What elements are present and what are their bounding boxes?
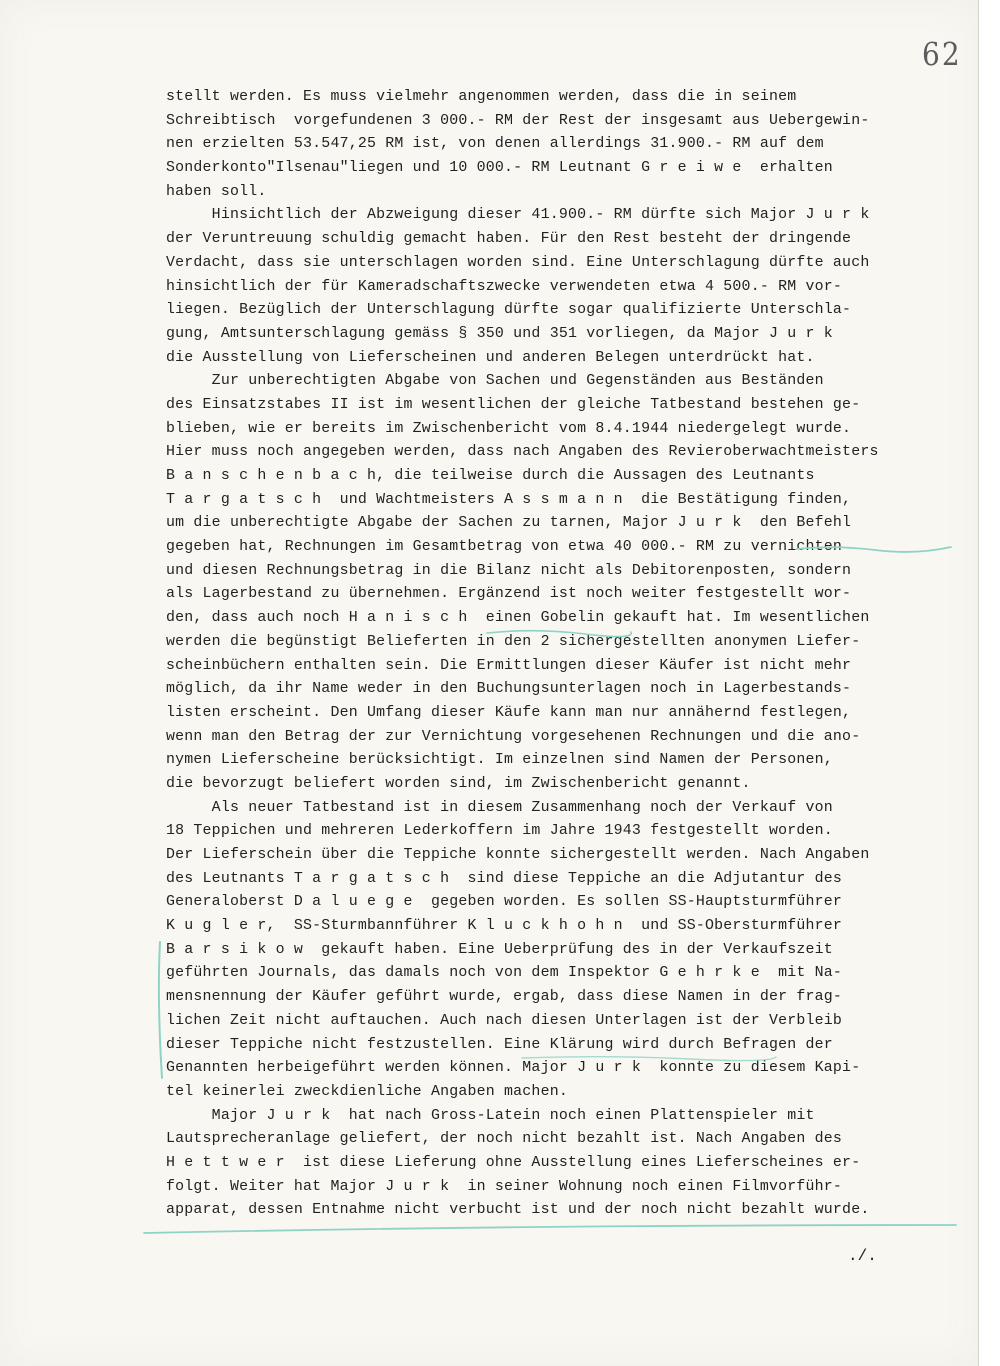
text-line: Sonderkonto"Ilsenau"liegen und 10 000.- RM Leutnant G r e i w e erhalten [166,160,833,177]
text-line: als Lagerbestand zu übernehmen. Ergänzend ist noch weiter festgestellt wor- [166,586,852,603]
text-line: dieser Teppiche nicht festzustellen. Eine Klärung wird durch Befragen der [166,1036,833,1053]
underline-annotation-3 [140,1213,960,1239]
margin-annotation-bracket [140,940,180,1080]
text-line: B a r s i k o w gekauft haben. Eine Ueberprüfung des in der Verkaufszeit [166,941,833,958]
text-line: des Einsatzstabes II ist im wesentlichen der gleiche Tatbestand bestehen ge- [166,396,861,413]
text-line: Hier muss noch angegeben werden, dass nach Angaben des Revieroberwachtmeisters [166,444,879,461]
text-line: 18 Teppichen und mehreren Lederkoffern im Jahre 1943 festgestellt worden. [166,823,833,840]
text-line: Verdacht, dass sie unterschlagen worden sind. Eine Unterschlagung dürfte auch [166,254,870,271]
text-line: mensnennung der Käufer geführt wurde, ergab, dass diese Namen in der frag- [166,989,843,1006]
text-line: möglich, da ihr Name weder in den Buchungsunterlagen noch in Lagerbestands- [166,681,852,698]
underline-annotation-2 [485,624,635,642]
text-line: werden die begünstigt Belieferten in den 2 sichergestellten anonymen Liefer- [166,633,861,650]
text-line: die Ausstellung von Lieferscheinen und anderen Belegen unterdrückt hat. [166,349,815,366]
text-line: Schreibtisch vorgefundenen 3 000.- RM der Rest der insgesamt aus Uebergewin- [166,112,870,129]
continuation-mark: ./. [848,1247,877,1265]
text-line: apparat, dessen Entnahme nicht verbucht ist und der noch nicht bezahlt wurde. [166,1202,870,1219]
text-line: der Veruntreuung schuldig gemacht haben. Für den Rest besteht der dringende [166,231,852,248]
text-line: gegeben hat, Rechnungen im Gesamtbetrag von etwa 40 000.- RM zu vernichten [166,539,843,556]
text-line: listen erscheint. Den Umfang dieser Käufe kann man nur annähernd festlegen, [166,704,852,721]
underline-annotation-1 [795,539,955,559]
text-line: Zur unberechtigten Abgabe von Sachen und Gegenständen aus Beständen [166,373,824,390]
text-line: um die unberechtigte Abgabe der Sachen zu tarnen, Major J u r k den Befehl [166,515,852,532]
text-line: gung, Amtsunterschlagung gemäss § 350 und 351 vorliegen, da Major J u r k [166,325,833,342]
text-line: tel keinerlei zweckdienliche Angaben machen. [166,1083,568,1100]
text-line: haben soll. [166,183,267,200]
text-line: blieben, wie er bereits im Zwischenbericht vom 8.4.1944 niedergelegt wurde. [166,420,852,437]
text-line: Hinsichtlich der Abzweigung dieser 41.900.- RM dürfte sich Major J u r k [166,207,870,224]
text-line: T a r g a t s c h und Wachtmeisters A s s m a n n die Bestätigung finden, [166,491,852,508]
text-line: Der Lieferschein über die Teppiche konnte sichergestellt werden. Nach Angaben [166,847,870,863]
text-line: hinsichtlich der für Kameradschaftszwecke verwendeten etwa 4 500.- RM vor- [166,278,843,295]
page-number: 62 [922,35,962,74]
text-line: nen erzielten 53.547,25 RM ist, von denen allerdings 31.900.- RM auf dem [166,136,824,153]
text-line: scheinbüchern enthalten sein. Die Ermittlungen dieser Käufer ist nicht mehr [166,657,852,674]
text-line: geführten Journals, das damals noch von dem Inspektor G e h r k e mit Na- [166,965,843,982]
text-line: und diesen Rechnungsbetrag in die Bilanz nicht als Debitorenposten, sondern [166,562,852,579]
text-line: des Leutnants T a r g a t s c h sind diese Teppiche an die Adjutantur des [166,870,843,887]
text-line: Als neuer Tatbestand ist in diesem Zusammenhang noch der Verkauf von [166,799,833,816]
underline-annotation-4 [520,1048,780,1068]
text-line: Genannten herbeigeführt werden können. Major J u r k konnte zu diesem Kapi- [166,1060,861,1077]
text-line: B a n s c h e n b a c h, die teilweise durch die Aussagen des Leutnants [166,468,815,484]
text-line: Lautsprecheranlage geliefert, der noch nicht bezahlt ist. Nach Angaben des [166,1131,843,1148]
text-line: nymen Lieferscheine berücksichtigt. Im einzelnen sind Namen der Personen, [166,752,833,769]
text-line: K u g l e r, SS-Sturmbannführer K l u c k h o h n und SS-Obersturmführer [166,918,843,935]
text-line: Major J u r k hat nach Gross-Latein noch einen Plattenspieler mit [166,1107,815,1124]
text-line: den, dass auch noch H a n i s c h einen Gobelin gekauft hat. Im wesentlichen [166,610,870,627]
text-line: folgt. Weiter hat Major J u r k in seiner Wohnung noch einen Filmvorführ- [166,1178,843,1195]
text-line: H e t t w e r ist diese Lieferung ohne Ausstellung eines Lieferscheines er- [166,1154,861,1171]
text-line: wenn man den Betrag der zur Vernichtung vorgesehenen Rechnungen und die ano- [166,728,861,745]
text-line: Generaloberst D a l u e g e gegeben worden. Es sollen SS-Hauptsturmführer [166,894,843,911]
text-line: liegen. Bezüglich der Unterschlagung dürfte sogar qualifizierte Unterschla- [166,302,852,319]
text-line: die bevorzugt beliefert worden sind, im Zwischenbericht genannt. [166,775,751,792]
text-line: lichen Zeit nicht auftauchen. Auch nach diesen Unterlagen ist der Verbleib [166,1012,843,1029]
text-line: stellt werden. Es muss vielmehr angenommen werden, dass die in seinem [166,89,797,105]
